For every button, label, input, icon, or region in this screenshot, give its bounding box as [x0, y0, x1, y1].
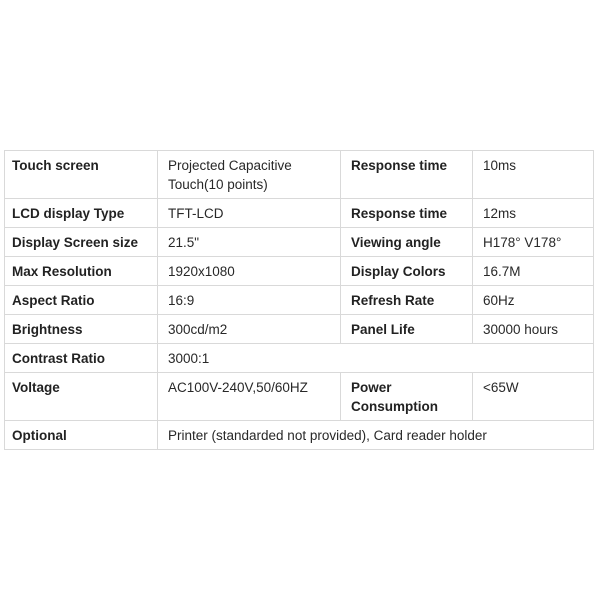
spec-label-cell: Power Consumption — [341, 373, 473, 421]
spec-table-row — [5, 315, 594, 344]
spec-label-cell: Aspect Ratio — [5, 286, 158, 315]
product-spec-table — [4, 150, 594, 450]
spec-value-cell: 10ms — [473, 151, 594, 199]
spec-value-cell: 300cd/m2 — [158, 315, 341, 344]
spec-table-row — [5, 373, 594, 421]
spec-value-cell: 3000:1 — [158, 344, 594, 373]
spec-table-row — [5, 421, 594, 450]
spec-value-cell: 30000 hours — [473, 315, 594, 344]
spec-label-cell: Brightness — [5, 315, 158, 344]
spec-table-row — [5, 228, 594, 257]
spec-table-container — [4, 150, 593, 450]
spec-label-cell: Panel Life — [341, 315, 473, 344]
spec-table-row — [5, 199, 594, 228]
spec-label-cell: LCD display Type — [5, 199, 158, 228]
spec-value-cell: H178° V178° — [473, 228, 594, 257]
spec-value-cell: AC100V-240V,50/60HZ — [158, 373, 341, 421]
spec-label-cell: Touch screen — [5, 151, 158, 199]
spec-label-cell: Display Screen size — [5, 228, 158, 257]
spec-value-cell: <65W — [473, 373, 594, 421]
spec-table-row — [5, 286, 594, 315]
spec-label-cell: Voltage — [5, 373, 158, 421]
spec-value-cell: TFT-LCD — [158, 199, 341, 228]
spec-value-cell: 12ms — [473, 199, 594, 228]
spec-label-cell: Response time — [341, 199, 473, 228]
spec-label-cell: Viewing angle — [341, 228, 473, 257]
spec-label-cell: Contrast Ratio — [5, 344, 158, 373]
spec-value-cell: Printer (standarded not provided), Card reader holder — [158, 421, 594, 450]
spec-value-cell: Projected Capacitive Touch(10 points) — [158, 151, 341, 199]
spec-label-cell: Response time — [341, 151, 473, 199]
spec-label-cell: Optional — [5, 421, 158, 450]
spec-label-cell: Max Resolution — [5, 257, 158, 286]
spec-table-row — [5, 257, 594, 286]
spec-table-body — [5, 151, 594, 450]
spec-value-cell: 16:9 — [158, 286, 341, 315]
spec-label-cell: Refresh Rate — [341, 286, 473, 315]
spec-value-cell: 60Hz — [473, 286, 594, 315]
spec-table-row — [5, 151, 594, 199]
spec-label-cell: Display Colors — [341, 257, 473, 286]
spec-value-cell: 16.7M — [473, 257, 594, 286]
spec-value-cell: 1920x1080 — [158, 257, 341, 286]
spec-value-cell: 21.5" — [158, 228, 341, 257]
spec-table-row — [5, 344, 594, 373]
